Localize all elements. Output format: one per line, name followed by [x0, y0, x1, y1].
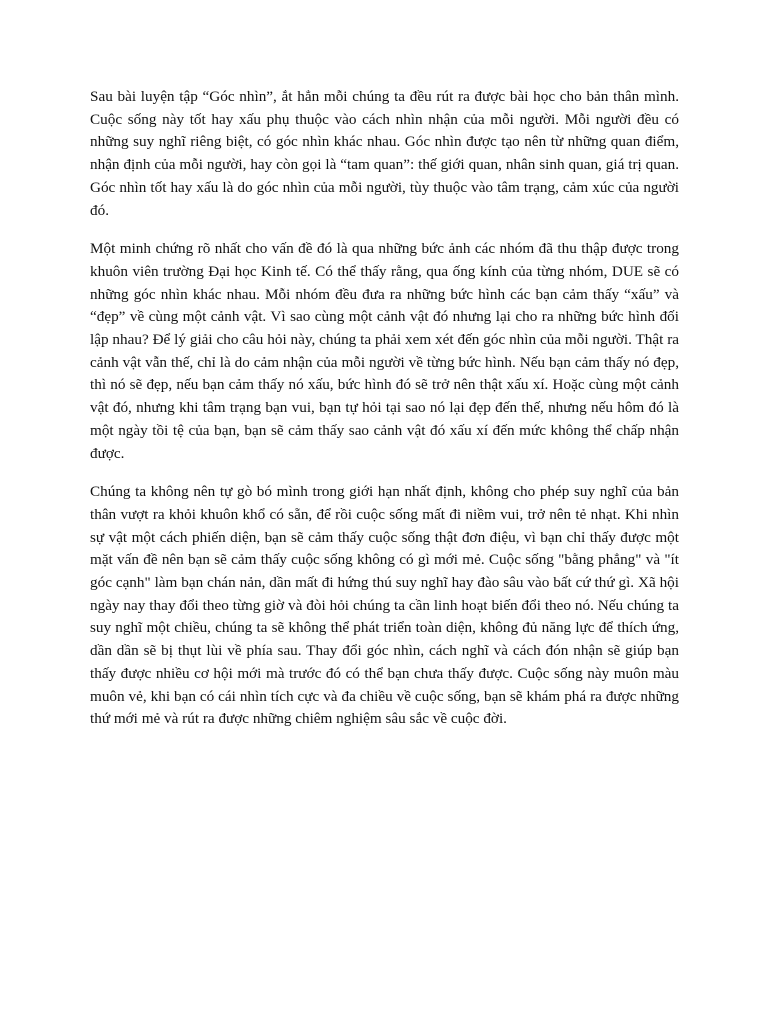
- paragraph-3: Chúng ta không nên tự gò bó mình trong giới hạn nhất định, không cho phép suy nghĩ của bản thân vượt ra khỏi khuôn khổ có sẵn, để rồi cuộc sống mất đi niềm vui, trở nên tẻ nhạt. Khi nhìn sự vật một cách phiến diện, bạn sẽ cảm thấy cuộc sống thật đơn điệu, vì bạn chỉ thấy được một mặt vấn đề nên bạn sẽ cảm thấy cuộc sống không có gì mới mẻ. Cuộc sống "bằng phẳng" và "ít góc cạnh" làm bạn chán nản, dần mất đi hứng thú suy nghĩ hay đào sâu vào bất cứ thứ gì. Xã hội ngày nay thay đổi theo từng giờ và đòi hỏi chúng ta cần linh hoạt biến đổi theo nó. Nếu chúng ta suy nghĩ một chiều, chúng ta sẽ không thể phát triển toàn diện, không đủ năng lực để thích ứng, dần dần sẽ bị thụt lùi về phía sau. Thay đổi góc nhìn, cách nghĩ và cách đón nhận sẽ giúp bạn thấy được nhiều cơ hội mới mà trước đó có thể bạn chưa thấy được. Cuộc sống này muôn màu muôn vẻ, khi bạn có cái nhìn tích cực và đa chiều về cuộc sống, bạn sẽ khám phá ra được những thứ mới mẻ và rút ra được những chiêm nghiệm sâu sắc về cuộc đời.: [90, 483, 679, 728]
- paragraph-1: Sau bài luyện tập “Góc nhìn”, ắt hẳn mỗi chúng ta đều rút ra được bài học cho bản thân mình. Cuộc sống này tốt hay xấu phụ thuộc vào cách nhìn nhận của mỗi người. Mỗi người đều có những suy nghĩ riêng biệt, có góc nhìn khác nhau. Góc nhìn được tạo nên từ những quan điểm, nhận định của mỗi người, hay còn gọi là “tam quan”: thế giới quan, nhân sinh quan, giá trị quan. Góc nhìn tốt hay xấu là do góc nhìn của mỗi người, tùy thuộc vào tâm trạng, cảm xúc của người đó.: [90, 88, 679, 219]
- paragraph-2: Một minh chứng rõ nhất cho vấn đề đó là qua những bức ảnh các nhóm đã thu thập được trong khuôn viên trường Đại học Kinh tế. Có thể thấy rằng, qua ống kính của từng nhóm, DUE sẽ có những góc nhìn khác nhau. Mỗi nhóm đều đưa ra những bức hình các bạn cảm thấy “xấu” và “đẹp” về cùng một cảnh vật. Vì sao cùng một cảnh vật đó nhưng lại cho ra những bức hình đối lập nhau? Để lý giải cho câu hỏi này, chúng ta phải xem xét đến góc nhìn của mỗi người. Thật ra cảnh vật vẫn thế, chỉ là do cảm nhận của mỗi người về từng bức hình. Nếu bạn cảm thấy nó đẹp, thì nó sẽ đẹp, nếu bạn cảm thấy nó xấu, bức hình đó sẽ trở nên thật xấu xí. Hoặc cùng một cảnh vật đó, nhưng khi tâm trạng bạn vui, bạn tự hỏi tại sao nó lại đẹp đến thế, nhưng nếu hôm đó là một ngày tồi tệ của bạn, bạn sẽ cảm thấy sao cảnh vật đó xấu xí đến mức không thể chấp nhận được.: [90, 240, 679, 462]
